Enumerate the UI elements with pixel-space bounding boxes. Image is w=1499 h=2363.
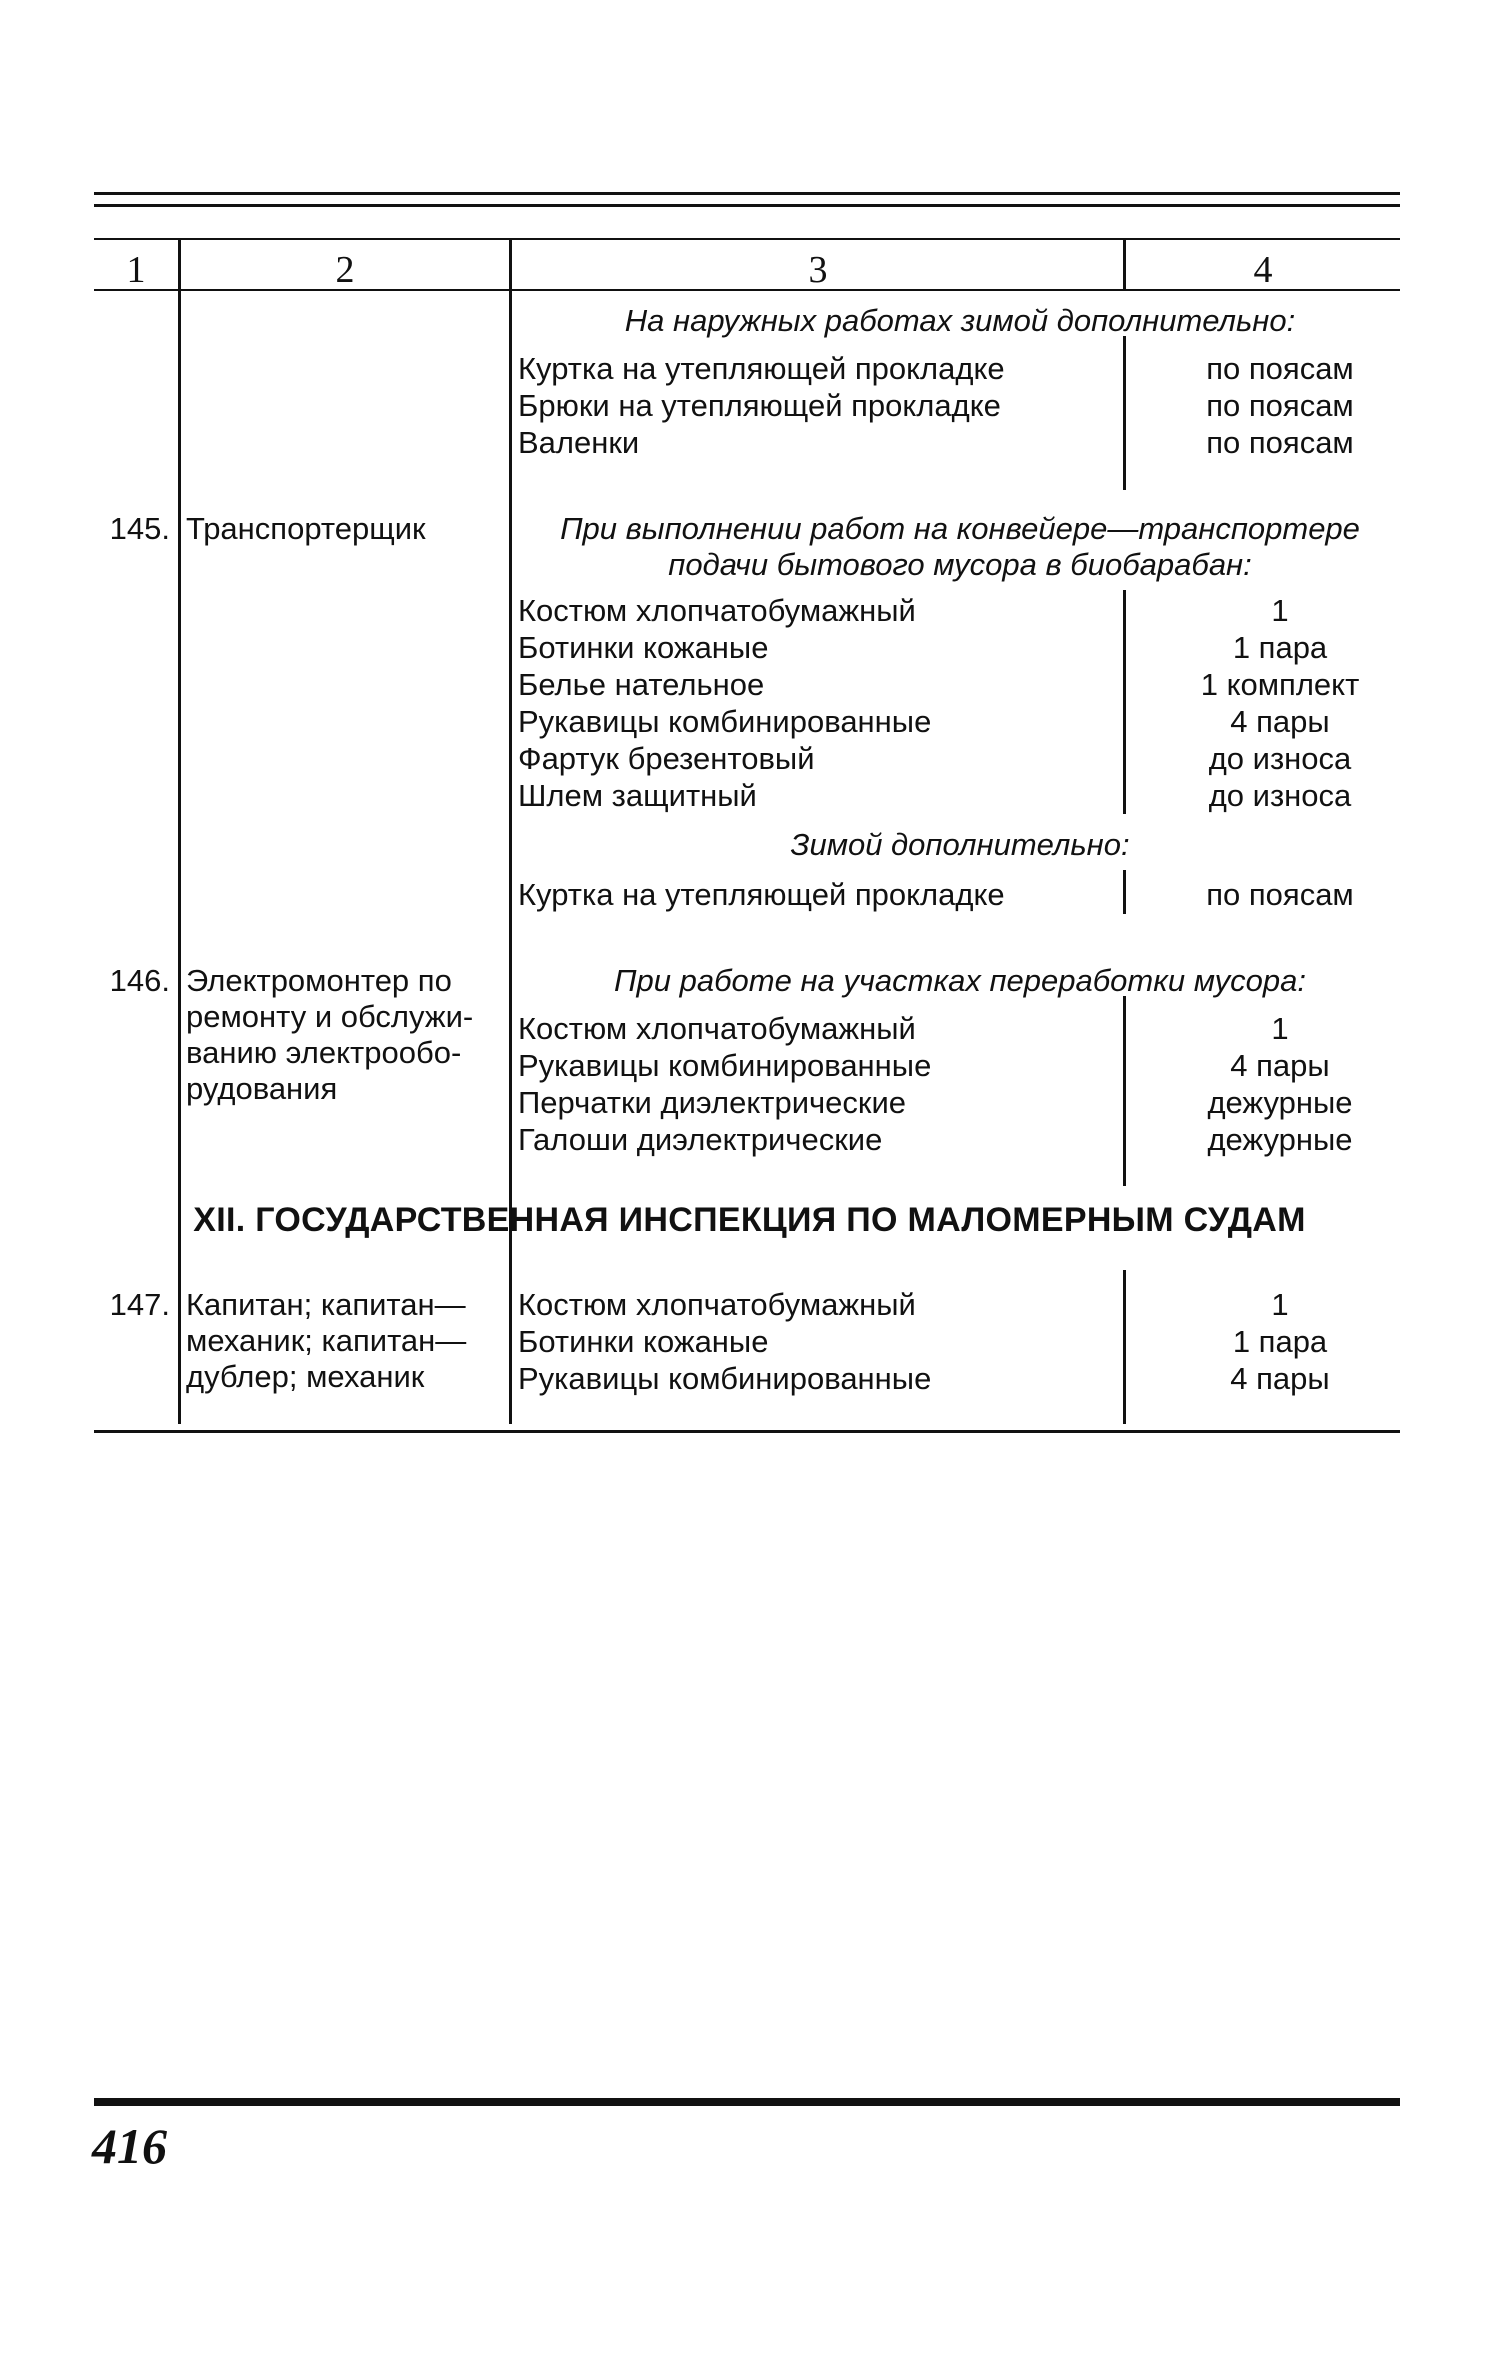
row-146-item-3: Перчатки диэлектрические <box>518 1085 907 1120</box>
row-147-occupation-1: Капитан; капитан— <box>186 1287 466 1322</box>
col-divider-3a <box>1123 336 1126 490</box>
row-146-item-2: Рукавицы комбинированные <box>518 1048 932 1083</box>
continued-subheading: На наружных работах зимой дополнительно: <box>624 303 1296 338</box>
row-145-item-5: Фартук брезентовый <box>518 741 815 776</box>
row-145-qty-6: до износа <box>1208 778 1352 813</box>
col-divider-3 <box>1123 238 1126 290</box>
row-145-item-2: Ботинки кожаные <box>518 630 769 665</box>
row-147-item-2: Ботинки кожаные <box>518 1324 769 1359</box>
top-rule-1 <box>94 192 1400 195</box>
row-147-qty-3: 4 пары <box>1230 1361 1330 1396</box>
row-145-qty-1: 1 <box>1271 593 1289 628</box>
section-title: XII. ГОСУДАРСТВЕННАЯ ИНСПЕКЦИЯ ПО МАЛОМЕРНЫМ СУДАМ <box>193 1201 1306 1239</box>
row-145-occupation: Транспортерщик <box>186 511 426 546</box>
row-145-qty-4: 4 пары <box>1230 704 1330 739</box>
col-header-1: 1 <box>126 249 146 291</box>
col-divider-3b <box>1123 590 1126 814</box>
row-147-item-3: Рукавицы комбинированные <box>518 1361 932 1396</box>
top-rule-2 <box>94 204 1400 207</box>
row-146-qty-4: дежурные <box>1207 1122 1353 1157</box>
row-145-winter-subheading: Зимой дополнительно: <box>790 827 1130 862</box>
row-146-number: 146. <box>109 963 170 998</box>
row-146-qty-2: 4 пары <box>1230 1048 1330 1083</box>
col-divider-3d <box>1123 996 1126 1186</box>
continued-item-3: Валенки <box>518 425 640 460</box>
col-divider-2b <box>509 1270 512 1424</box>
row-146-occupation-3: ванию электрообо- <box>186 1035 462 1070</box>
continued-qty-1: по поясам <box>1206 351 1354 386</box>
row-147-qty-2: 1 пара <box>1232 1324 1328 1359</box>
row-146-subheading: При работе на участках переработки мусора: <box>614 963 1306 998</box>
row-145-number: 145. <box>109 511 170 546</box>
row-145-qty-3: 1 комплект <box>1200 667 1360 702</box>
row-146-occupation-4: рудования <box>186 1071 338 1106</box>
row-145-winter-qty-1: по поясам <box>1206 877 1354 912</box>
row-145-qty-2: 1 пара <box>1232 630 1328 665</box>
row-146-occupation-2: ремонту и обслужи- <box>186 999 474 1034</box>
continued-qty-2: по поясам <box>1206 388 1354 423</box>
row-146-qty-3: дежурные <box>1207 1085 1353 1120</box>
row-147-qty-1: 1 <box>1271 1287 1289 1322</box>
row-146-qty-1: 1 <box>1271 1011 1289 1046</box>
col-divider-3e <box>1123 1270 1126 1424</box>
continued-item-1: Куртка на утепляющей прокладке <box>518 351 1005 386</box>
row-145-qty-5: до износа <box>1208 741 1352 776</box>
row-147-occupation-3: дублер; механик <box>186 1359 425 1394</box>
col-divider-3c <box>1123 870 1126 914</box>
header-top-rule <box>94 238 1400 240</box>
row-147-item-1: Костюм хлопчатобумажный <box>518 1287 916 1322</box>
row-145-item-6: Шлем защитный <box>518 778 757 813</box>
col-divider-1b <box>178 1270 181 1424</box>
row-146-item-1: Костюм хлопчатобумажный <box>518 1011 916 1046</box>
row-145-winter-item-1: Куртка на утепляющей прокладке <box>518 877 1005 912</box>
row-145-subheading-1: При выполнении работ на конвейере—транспортере <box>560 511 1360 546</box>
row-145-item-4: Рукавицы комбинированные <box>518 704 932 739</box>
row-146-occupation-1: Электромонтер по <box>186 963 452 998</box>
row-146-item-4: Галоши диэлектрические <box>518 1122 883 1157</box>
col-header-3: 3 <box>808 249 828 291</box>
continued-item-2: Брюки на утепляющей прокладке <box>518 388 1001 423</box>
row-145-item-1: Костюм хлопчатобумажный <box>518 593 916 628</box>
continued-qty-3: по поясам <box>1206 425 1354 460</box>
row-147-number: 147. <box>109 1287 170 1322</box>
row-145-subheading-2: подачи бытового мусора в биобарабан: <box>668 547 1252 582</box>
page-number: 416 <box>92 2118 167 2174</box>
row-147-occupation-2: механик; капитан— <box>186 1323 467 1358</box>
table-bottom-rule <box>94 1430 1400 1433</box>
col-header-4: 4 <box>1253 249 1273 291</box>
row-145-item-3: Белье нательное <box>518 667 765 702</box>
col-header-2: 2 <box>335 249 355 291</box>
footer-rule <box>94 2098 1400 2106</box>
